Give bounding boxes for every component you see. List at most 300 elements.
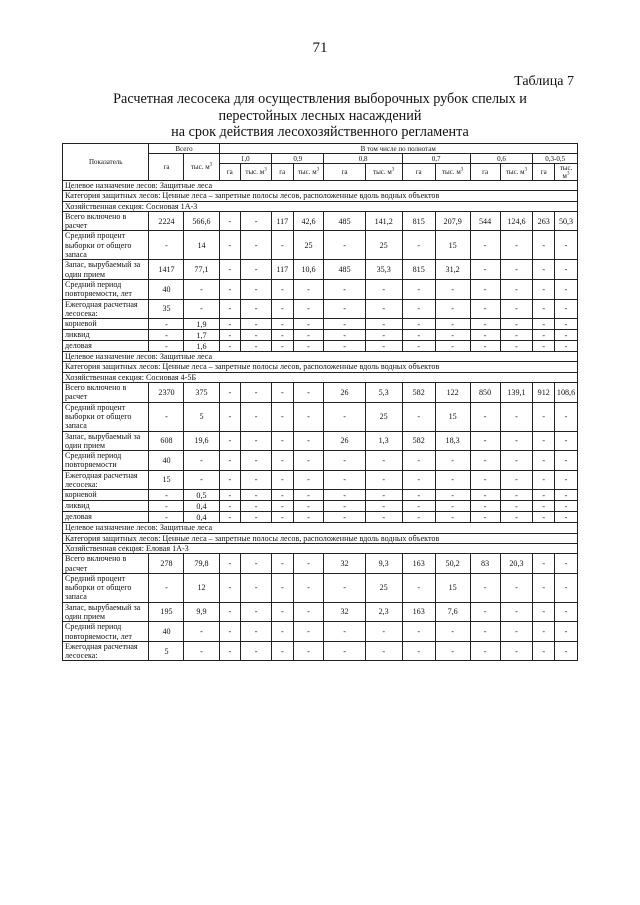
table-cell: - <box>219 501 241 512</box>
table-cell: - <box>271 470 293 490</box>
table-cell: - <box>241 602 272 622</box>
table-cell: 1,7 <box>184 330 219 341</box>
row-label: Средний период повторяемости, лет <box>63 279 149 299</box>
table-cell: - <box>219 490 241 501</box>
table-cell: 1,3 <box>365 431 402 451</box>
table-cell: - <box>435 512 470 523</box>
table-cell: - <box>533 641 555 661</box>
table-cell: - <box>500 402 533 431</box>
table-cell: - <box>293 490 324 501</box>
table-cell: - <box>533 602 555 622</box>
table-cell: 117 <box>271 260 293 280</box>
table-cell: 20,3 <box>500 554 533 574</box>
header-total-ha: га <box>149 154 184 181</box>
table-cell: - <box>219 383 241 403</box>
table-cell: - <box>241 299 272 319</box>
table-cell: - <box>470 299 500 319</box>
header-unit-volume: тыс. $м^3$ <box>365 164 402 181</box>
table-row <box>63 330 578 341</box>
header-unit-volume: тыс. $м^3$ <box>500 164 533 181</box>
table-cell: - <box>470 641 500 661</box>
row-label: Всего включено в расчет <box>63 554 149 574</box>
table-cell: - <box>402 402 435 431</box>
table-cell: - <box>555 431 578 451</box>
table-cell: - <box>219 319 241 330</box>
table-cell: - <box>533 330 555 341</box>
table-cell: - <box>324 330 365 341</box>
header-density: 0,8 <box>324 154 402 164</box>
table-cell: - <box>293 341 324 352</box>
table-cell: - <box>324 641 365 661</box>
header-unit-volume: тыс. $м^3$ <box>241 164 272 181</box>
table-cell: - <box>500 431 533 451</box>
table-cell: - <box>555 512 578 523</box>
table-cell: - <box>470 622 500 642</box>
table-cell: - <box>219 573 241 602</box>
table-cell: - <box>470 490 500 501</box>
table-cell: - <box>402 622 435 642</box>
table-cell: - <box>435 470 470 490</box>
table-cell: - <box>533 470 555 490</box>
table-cell: - <box>271 431 293 451</box>
table-cell: - <box>219 260 241 280</box>
table-row <box>63 573 578 602</box>
table-cell: 108,6 <box>555 383 578 403</box>
table-cell: - <box>241 260 272 280</box>
table-cell: 26 <box>324 431 365 451</box>
table-cell: 25 <box>365 231 402 260</box>
table-cell: - <box>271 231 293 260</box>
row-label: деловая <box>63 512 149 523</box>
table-row <box>63 602 578 622</box>
table-cell: - <box>149 512 184 523</box>
table-cell: - <box>149 330 184 341</box>
table-cell: - <box>149 490 184 501</box>
table-row <box>63 512 578 523</box>
table-cell: - <box>365 319 402 330</box>
section-section-row: Хозяйственная секция: Сосновая 4-5Б <box>63 372 578 382</box>
table-cell: 15 <box>435 231 470 260</box>
table-cell: - <box>241 402 272 431</box>
table-row <box>63 383 578 403</box>
header-unit-ha: га <box>533 164 555 181</box>
table-cell: 485 <box>324 211 365 231</box>
header-including: В том числе по полнотам <box>219 144 578 154</box>
table-cell: - <box>149 231 184 260</box>
table-cell: 850 <box>470 383 500 403</box>
table-cell: - <box>500 260 533 280</box>
table-cell: 124,6 <box>500 211 533 231</box>
table-cell: - <box>500 490 533 501</box>
table-cell: - <box>435 451 470 471</box>
table-cell: - <box>555 260 578 280</box>
table-cell: - <box>533 341 555 352</box>
table-cell: - <box>555 231 578 260</box>
table-row <box>63 211 578 231</box>
table-cell: - <box>293 573 324 602</box>
header-unit-ha: га <box>470 164 500 181</box>
table-cell: - <box>470 573 500 602</box>
table-cell: 122 <box>435 383 470 403</box>
table-cell: - <box>271 490 293 501</box>
table-cell: - <box>470 512 500 523</box>
table-cell: - <box>271 641 293 661</box>
table-cell: 1417 <box>149 260 184 280</box>
row-label: ликвид <box>63 330 149 341</box>
section-section-row: Хозяйственная секция: Еловая 1А-3 <box>63 543 578 553</box>
table-cell: - <box>271 602 293 622</box>
table-cell: 9,9 <box>184 602 219 622</box>
table-cell: 582 <box>402 431 435 451</box>
table-cell: - <box>555 330 578 341</box>
table-cell: - <box>241 279 272 299</box>
header-unit-ha: га <box>271 164 293 181</box>
table-cell: - <box>293 451 324 471</box>
table-row <box>63 501 578 512</box>
table-cell: - <box>533 512 555 523</box>
header-unit-ha: га <box>402 164 435 181</box>
table-cell: - <box>219 602 241 622</box>
page-number: 71 <box>312 40 328 56</box>
section-purpose-row: Целевое назначение лесов: Защитные леса <box>63 352 578 362</box>
table-cell: - <box>402 231 435 260</box>
table-cell: - <box>293 622 324 642</box>
table-cell: - <box>470 279 500 299</box>
table-cell: - <box>271 383 293 403</box>
table-cell: - <box>555 451 578 471</box>
table-cell: - <box>435 330 470 341</box>
table-cell: - <box>555 299 578 319</box>
section-category-row: Категория защитных лесов: Ценные леса – запретные полосы лесов, расположенные вдоль водных объектов <box>63 191 578 201</box>
table-cell: - <box>555 490 578 501</box>
table-cell: - <box>241 470 272 490</box>
table-cell: - <box>500 641 533 661</box>
table-cell: - <box>533 402 555 431</box>
table-cell: - <box>555 554 578 574</box>
table-cell: - <box>365 470 402 490</box>
table-cell: - <box>219 299 241 319</box>
table-cell: - <box>555 279 578 299</box>
table-cell: - <box>271 299 293 319</box>
table-cell: 0,4 <box>184 512 219 523</box>
table-cell: - <box>470 319 500 330</box>
header-density: 0,3-0,5 <box>533 154 578 164</box>
table-cell: - <box>293 431 324 451</box>
table-cell: 79,8 <box>184 554 219 574</box>
table-cell: - <box>402 512 435 523</box>
table-cell: 139,1 <box>500 383 533 403</box>
table-cell: 50,3 <box>555 211 578 231</box>
table-cell: 25 <box>365 573 402 602</box>
table-cell: - <box>500 299 533 319</box>
table-cell: - <box>293 330 324 341</box>
table-cell: - <box>365 641 402 661</box>
table-cell: - <box>324 231 365 260</box>
table-cell: - <box>324 341 365 352</box>
table-cell: 32 <box>324 554 365 574</box>
header-unit-ha: га <box>219 164 241 181</box>
table-cell: - <box>533 622 555 642</box>
table-cell: - <box>402 490 435 501</box>
table-cell: - <box>241 573 272 602</box>
table-cell: - <box>241 431 272 451</box>
table-cell: - <box>184 279 219 299</box>
table-cell: - <box>241 554 272 574</box>
table-row <box>63 260 578 280</box>
table-cell: 278 <box>149 554 184 574</box>
table-cell: - <box>555 501 578 512</box>
table-cell: - <box>435 501 470 512</box>
table-cell: - <box>324 299 365 319</box>
table-cell: - <box>293 319 324 330</box>
table-cell: - <box>241 231 272 260</box>
table-cell: 375 <box>184 383 219 403</box>
table-cell: 25 <box>365 402 402 431</box>
table-cell: 0,4 <box>184 501 219 512</box>
table-cell: - <box>500 573 533 602</box>
table-row <box>63 641 578 661</box>
table-cell: 15 <box>435 573 470 602</box>
table-cell: 77,1 <box>184 260 219 280</box>
table-cell: - <box>293 402 324 431</box>
table-cell: - <box>555 602 578 622</box>
header-indicator: Показатель <box>63 144 149 181</box>
table-cell: - <box>271 573 293 602</box>
table-cell: - <box>219 554 241 574</box>
table-cell: - <box>500 602 533 622</box>
header-unit-volume: тыс. $м^3$ <box>555 164 578 181</box>
table-cell: - <box>533 231 555 260</box>
table-cell: 40 <box>149 451 184 471</box>
header-unit-volume: тыс. $м^3$ <box>435 164 470 181</box>
table-cell: 117 <box>271 211 293 231</box>
table-cell: 12 <box>184 573 219 602</box>
section-purpose-row: Целевое назначение лесов: Защитные леса <box>63 523 578 533</box>
row-label: Средний процент выборки от общего запаса <box>63 573 149 602</box>
table-cell: - <box>555 641 578 661</box>
table-cell: - <box>365 330 402 341</box>
table-cell: - <box>555 341 578 352</box>
table-cell: - <box>470 470 500 490</box>
section-purpose-row: Целевое назначение лесов: Защитные леса <box>63 181 578 191</box>
table-cell: - <box>324 501 365 512</box>
table-label: Таблица 7 <box>514 74 574 89</box>
table-cell: 32 <box>324 602 365 622</box>
table-cell: 1,6 <box>184 341 219 352</box>
table-cell: - <box>293 602 324 622</box>
table-cell: - <box>365 622 402 642</box>
table-cell: - <box>402 341 435 352</box>
table-cell: - <box>500 451 533 471</box>
table-cell: 2370 <box>149 383 184 403</box>
section-section-row: Хозяйственная секция: Сосновая 1А-3 <box>63 201 578 211</box>
table-cell: - <box>435 641 470 661</box>
table-cell: - <box>533 573 555 602</box>
table-cell: 163 <box>402 602 435 622</box>
table-cell: - <box>241 211 272 231</box>
table-cell: - <box>149 573 184 602</box>
table-cell: 25 <box>293 231 324 260</box>
table-cell: - <box>219 231 241 260</box>
table-cell: - <box>271 402 293 431</box>
table-row <box>63 231 578 260</box>
table-cell: 9,3 <box>365 554 402 574</box>
table-cell: - <box>271 279 293 299</box>
table-cell: - <box>184 451 219 471</box>
table-cell: - <box>293 279 324 299</box>
table-cell: - <box>435 622 470 642</box>
row-label: корневой <box>63 490 149 501</box>
table-cell: 2224 <box>149 211 184 231</box>
table-cell: - <box>555 622 578 642</box>
table-cell: - <box>435 299 470 319</box>
table-cell: - <box>271 330 293 341</box>
table-cell: - <box>271 319 293 330</box>
header-total: Всего <box>149 144 219 154</box>
table-cell: - <box>271 451 293 471</box>
table-cell: 7,6 <box>435 602 470 622</box>
table-cell: - <box>470 341 500 352</box>
table-cell: 5 <box>184 402 219 431</box>
header-total-volume: тыс. $м^3$ <box>184 154 219 181</box>
table-cell: 163 <box>402 554 435 574</box>
table-cell: - <box>470 451 500 471</box>
table-cell: - <box>241 383 272 403</box>
table-cell: - <box>402 641 435 661</box>
table-cell: - <box>500 330 533 341</box>
header-density: 0,9 <box>271 154 323 164</box>
table-cell: 5 <box>149 641 184 661</box>
table-cell: - <box>533 279 555 299</box>
table-cell: - <box>293 470 324 490</box>
table-cell: - <box>365 501 402 512</box>
table-cell: - <box>402 330 435 341</box>
table-cell: - <box>149 501 184 512</box>
table-cell: - <box>219 641 241 661</box>
table-cell: 5,3 <box>365 383 402 403</box>
table-cell: - <box>324 573 365 602</box>
table-cell: - <box>533 431 555 451</box>
table-row <box>63 622 578 642</box>
table-cell: - <box>555 402 578 431</box>
row-label: Средний процент выборки от общего запаса <box>63 231 149 260</box>
table-cell: - <box>500 231 533 260</box>
table-cell: - <box>271 622 293 642</box>
table-cell: - <box>365 451 402 471</box>
table-cell: - <box>219 622 241 642</box>
table-cell: - <box>533 501 555 512</box>
table-cell: - <box>365 279 402 299</box>
row-label: Запас, вырубаемый за один прием <box>63 431 149 451</box>
table-cell: - <box>184 299 219 319</box>
table-cell: - <box>500 622 533 642</box>
table-cell: - <box>402 279 435 299</box>
table-row <box>63 431 578 451</box>
table-cell: - <box>324 279 365 299</box>
table-cell: - <box>324 319 365 330</box>
row-label: Средний период повторяемости, лет <box>63 622 149 642</box>
table-cell: - <box>241 319 272 330</box>
row-label: корневой <box>63 319 149 330</box>
table-cell: - <box>435 279 470 299</box>
row-label: деловая <box>63 341 149 352</box>
table-cell: - <box>365 490 402 501</box>
table-cell: 19,6 <box>184 431 219 451</box>
table-cell: - <box>219 431 241 451</box>
table-cell: 544 <box>470 211 500 231</box>
table-cell: - <box>149 341 184 352</box>
section-category-row: Категория защитных лесов: Ценные леса – запретные полосы лесов, расположенные вдоль водных объектов <box>63 362 578 372</box>
table-row <box>63 554 578 574</box>
table-cell: - <box>533 451 555 471</box>
table-cell: - <box>219 341 241 352</box>
table-cell: - <box>293 512 324 523</box>
table-cell: - <box>184 641 219 661</box>
table-cell: - <box>219 279 241 299</box>
table-cell: - <box>149 402 184 431</box>
cutting-area-table <box>62 143 578 661</box>
table-cell: 815 <box>402 260 435 280</box>
table-cell: - <box>324 512 365 523</box>
header-unit-ha: га <box>324 164 365 181</box>
table-row <box>63 341 578 352</box>
table-cell: - <box>149 319 184 330</box>
table-cell: - <box>241 622 272 642</box>
table-cell: - <box>402 319 435 330</box>
table-cell: 40 <box>149 279 184 299</box>
table-cell: - <box>271 341 293 352</box>
table-cell: 912 <box>533 383 555 403</box>
table-cell: - <box>402 470 435 490</box>
table-cell: - <box>241 641 272 661</box>
row-label: Средний процент выборки от общего запаса <box>63 402 149 431</box>
table-cell: - <box>533 319 555 330</box>
table-cell: - <box>470 330 500 341</box>
table-cell: 815 <box>402 211 435 231</box>
row-label: Всего включено в расчет <box>63 211 149 231</box>
table-cell: - <box>293 299 324 319</box>
table-cell: - <box>219 330 241 341</box>
row-label: Средний период повторяемости <box>63 451 149 471</box>
table-cell: - <box>435 490 470 501</box>
table-cell: 0,5 <box>184 490 219 501</box>
table-cell: 26 <box>324 383 365 403</box>
table-cell: - <box>470 402 500 431</box>
row-label: Запас, вырубаемый за один прием <box>63 602 149 622</box>
table-cell: - <box>271 512 293 523</box>
title-line: перестойных лесных насаждений <box>218 107 422 124</box>
table-cell: 141,2 <box>365 211 402 231</box>
table-cell: - <box>402 451 435 471</box>
table-cell: 18,3 <box>435 431 470 451</box>
table-cell: - <box>324 490 365 501</box>
table-cell: - <box>219 470 241 490</box>
table-cell: - <box>293 554 324 574</box>
table-row <box>63 402 578 431</box>
table-row <box>63 319 578 330</box>
table-cell: 31,2 <box>435 260 470 280</box>
table-cell: - <box>365 299 402 319</box>
row-label: Ежегодная расчетная лесосека: <box>63 641 149 661</box>
table-cell: - <box>500 279 533 299</box>
table-cell: - <box>500 512 533 523</box>
table-cell: - <box>470 231 500 260</box>
table-cell: - <box>555 573 578 602</box>
table-cell: 195 <box>149 602 184 622</box>
table-cell: - <box>470 260 500 280</box>
table-cell: - <box>219 451 241 471</box>
table-cell: 15 <box>149 470 184 490</box>
